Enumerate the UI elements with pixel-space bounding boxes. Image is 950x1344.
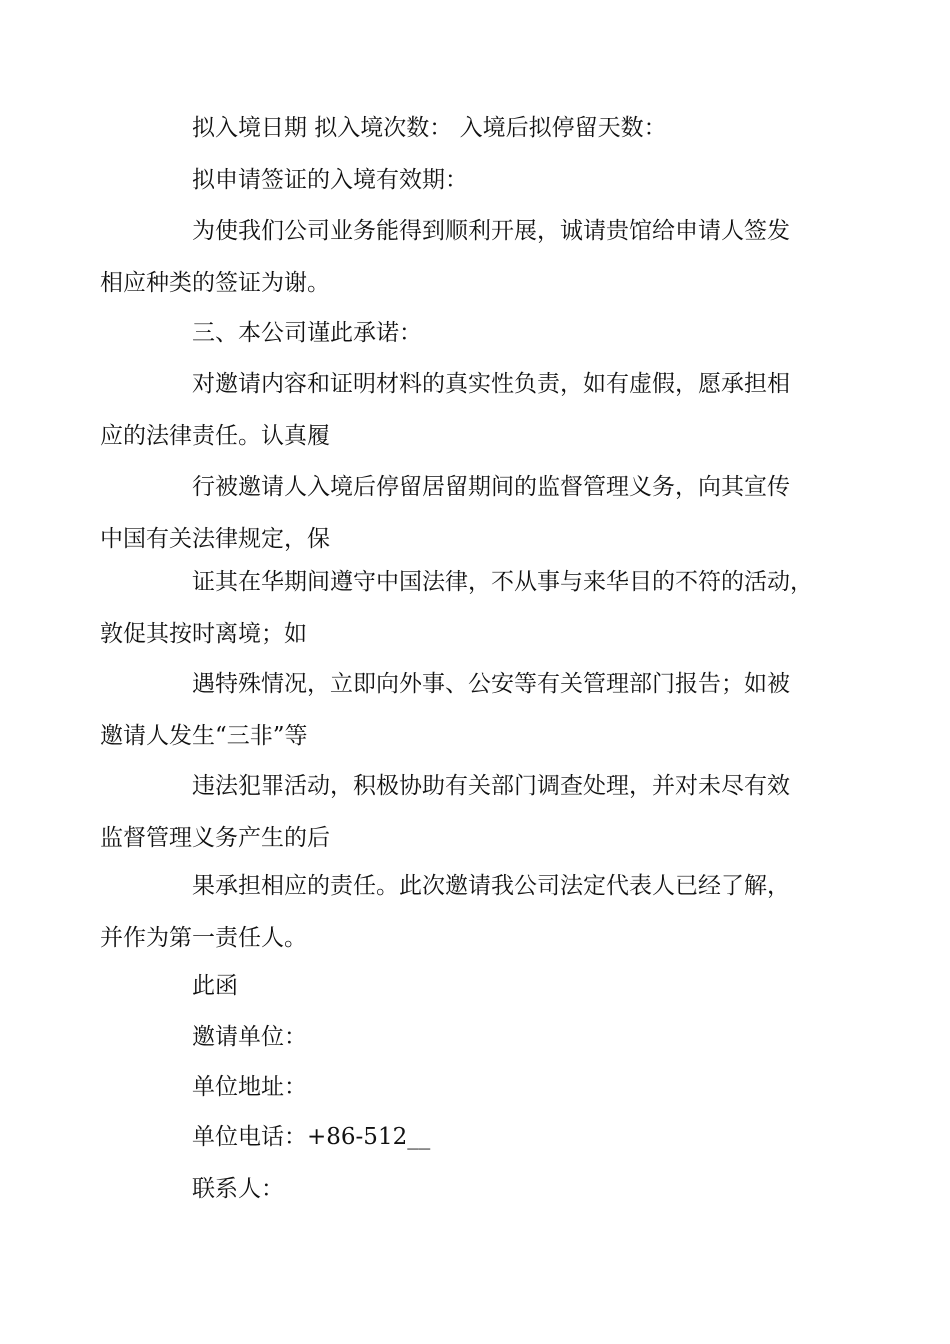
text-line: 此函 [192, 973, 238, 999]
commitment-paragraph-6 [100, 860, 816, 964]
text-line: 中国有关法律规定，保 [100, 526, 330, 552]
field-label: 邀请单位： [192, 1024, 307, 1050]
text-line: 证其在华期间遵守中国法律，不从事与来华目的不符的活动， [192, 569, 813, 595]
commitment-paragraph-5 [100, 760, 816, 864]
inviting-unit-field [146, 1011, 816, 1063]
request-paragraph [100, 205, 816, 309]
commitment-paragraph-4 [100, 658, 816, 762]
text-line: 邀请人发生“三非”等 [100, 723, 308, 749]
entry-date-count-line [146, 102, 816, 154]
text-line: 拟申请签证的入境有效期： [192, 167, 468, 193]
visa-validity-line [146, 154, 816, 206]
closing-line [146, 960, 816, 1012]
text-line: 并作为第一责任人。 [100, 925, 307, 951]
text-line: 敦促其按时离境；如 [100, 621, 307, 647]
text-line: 行被邀请人入境后停留居留期间的监督管理义务，向其宣传 [192, 474, 790, 500]
commitment-paragraph-2 [100, 461, 816, 565]
text-line: 监督管理义务产生的后 [100, 825, 330, 851]
text-line: 三、本公司谨此承诺： [192, 320, 422, 346]
text-line: 相应种类的签证为谢。 [100, 270, 330, 296]
text-line: 遇特殊情况，立即向外事、公安等有关管理部门报告；如被 [192, 671, 790, 697]
field-label: 单位地址： [192, 1074, 307, 1100]
text-line: 对邀请内容和证明材料的真实性负责，如有虚假，愿承担相 [192, 371, 790, 397]
contact-person-field [146, 1163, 816, 1215]
field-label: 联系人： [192, 1176, 284, 1202]
text-line: 为使我们公司业务能得到顺利开展，诚请贵馆给申请人签发 [192, 218, 790, 244]
unit-phone-field [146, 1111, 816, 1163]
text-line: 拟入境日期 拟入境次数： 入境后拟停留天数： [192, 115, 667, 141]
commitment-paragraph-1 [100, 358, 816, 462]
commitment-paragraph-3 [100, 556, 816, 660]
text-line: 应的法律责任。认真履 [100, 423, 330, 449]
field-label: 单位电话：+86-512__ [192, 1124, 431, 1150]
unit-address-field [146, 1061, 816, 1113]
section-heading-commitment [146, 307, 816, 359]
text-line: 违法犯罪活动，积极协助有关部门调查处理，并对未尽有效 [192, 773, 790, 799]
text-line: 果承担相应的责任。此次邀请我公司法定代表人已经了解， [192, 873, 790, 899]
